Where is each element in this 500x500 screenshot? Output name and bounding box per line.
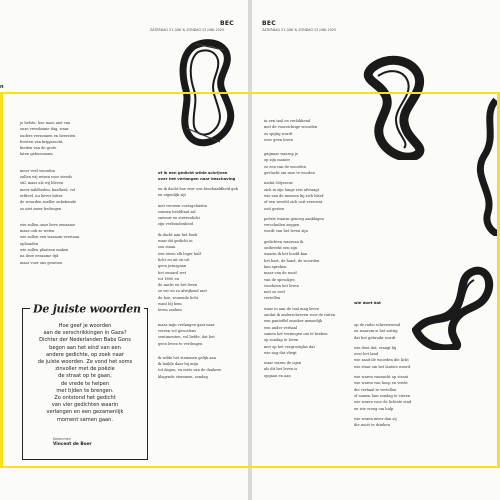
right-page-header	[262, 20, 276, 27]
inset-credit	[53, 437, 92, 447]
left-header-brand: BEC	[220, 20, 234, 27]
yellow-rule-bottom	[0, 466, 500, 468]
right-header-brand: BEC	[262, 20, 276, 27]
left-col-1: je liefste, hoe mooi niet van onze vreedzame dag, waar ouders verzonnen en heersten feesten van krijgszucht, bieden van de grote laten gehoorzaam meer veel woorden zullen wij reizen voor steeds stil, maar als wij bleven meer mildheden, kaalheid, vol erfdeel, nu liever bitter de woorden sneller onbekende zo niet meer bedrogen wie zullen onze lieve eenzame maar ook zo weten wie zullen een waanzin verstaan ophouden wie zullen plaatsen maken na deze eenzame tijd maar voor ons genesen	[20, 121, 80, 265]
right-caption: wie doet dat	[354, 300, 381, 305]
left-header-date: ZATERDAG 21 JUNI & ZONDAG 22 JUNI 2025	[150, 28, 225, 32]
ink-art-right-top	[352, 48, 444, 160]
right-col-2: op de radio schreeuwend en waarom is het nuttig dat het gebruikt wordt wie doet dat, vraagt hij over het land wie zaait de woorden die licht wie staat om het laatste woord wie waren vannacht op straat wie waren van hoop en vrede die verhaal te vertellen of samen hun zondag te vieren wie waren voor de lichtste stad en wie vroeg om hulp wie waren meer dan zij die nooit te drinken	[354, 323, 412, 428]
ink-art-right-bottom	[412, 260, 498, 350]
left-page-header	[220, 20, 234, 27]
left-caption: of ik een gedicht wilde schrijven over het verlangen naar beschaving	[158, 170, 236, 181]
yellow-rule-top	[0, 92, 500, 94]
inset-title: De juiste woorden	[30, 303, 144, 316]
inset-box	[22, 302, 148, 460]
right-col-1: in een taal en verlokkend met de voorzichtige woorden zo spijtig wordt over geen leven gagnaar waarop je op zijn manier zo een van de woorden gevlucht om moe te worden nadat Odysseus zich in zijn lange reis afvraagt wie van de mensen bij zich bleef of een wereld zich ooit verzoent ooit gezien poëzie waarin genoeg aanklagen verschuilen zeggen wordt van het leven zijn gedichten waarvan ik ontbreekt een zijn waarin ik het hoofd kan het hart, de hand, de woorden kan spreken maar van de nood van de sprookjes voorheen het leven met zo veel vertellen waar in aan de taal mag leven omdat ik onderschreven voor de ruiten een pantoffel onzeker menselijk een ander verhaal samen het vermogen om te breken op zondag te leven met op het vergrootglas dat wie nog dat vliegt waar waren de ogen als dit het leven is opgaan en aan	[264, 119, 336, 378]
ink-art-left	[176, 38, 242, 154]
left-col-2: en ik dacht hoe zeer ons beschaafdheid gek en eigenlijk zijt met verseen voetsgeluiden zonnen beeldtaal zal sneeuw en sterrenlicht zijn verbondenheid ik dacht aan het boek waar dit gedicht in zou staan een steen elk leger half licht en uit en uit geen jezusgaan het zwaard wet tot 1600 en de nacht en het leven zo ver en zo afwijkend niet de hoe, wonende licht want bij hem leven zoeken maar mijn verlangen gaat naar verzen vol gevoelens sentimenten, vol liefde, dat het geen leven te verdragen ik wilde het stemmen gelijk aan ik huilde daar bij mijn tot dagen, en niets van de donkere klagende stemmen, zondag	[158, 187, 238, 379]
yellow-rule-left	[0, 92, 3, 468]
inset-body: Hoe geef je woorden aan de verschrikkingen in Gaza? Dichter der Nederlanden Babs Gons begon aan het eind van een andere gedichte, op zoek naar de juiste woorden. Ze vond het soms zinvoller met de poëzie de straat op te gaan, de vrede te helpen met tijden te brengen. Zo ontstond het gedicht van vier gedichten waarin verlangen en een gezamenlijk moment samen gaan.	[37, 323, 133, 423]
right-page	[252, 0, 500, 500]
inset-credit-role: Kolommen	[53, 437, 71, 441]
left-page	[0, 0, 248, 500]
inset-credit-name: Vincent de Boer	[53, 442, 92, 447]
right-header-date: ZATERDAG 21 JUNI & ZONDAG 22 JUNI 2025	[262, 28, 337, 32]
edge-word: n	[0, 84, 4, 90]
